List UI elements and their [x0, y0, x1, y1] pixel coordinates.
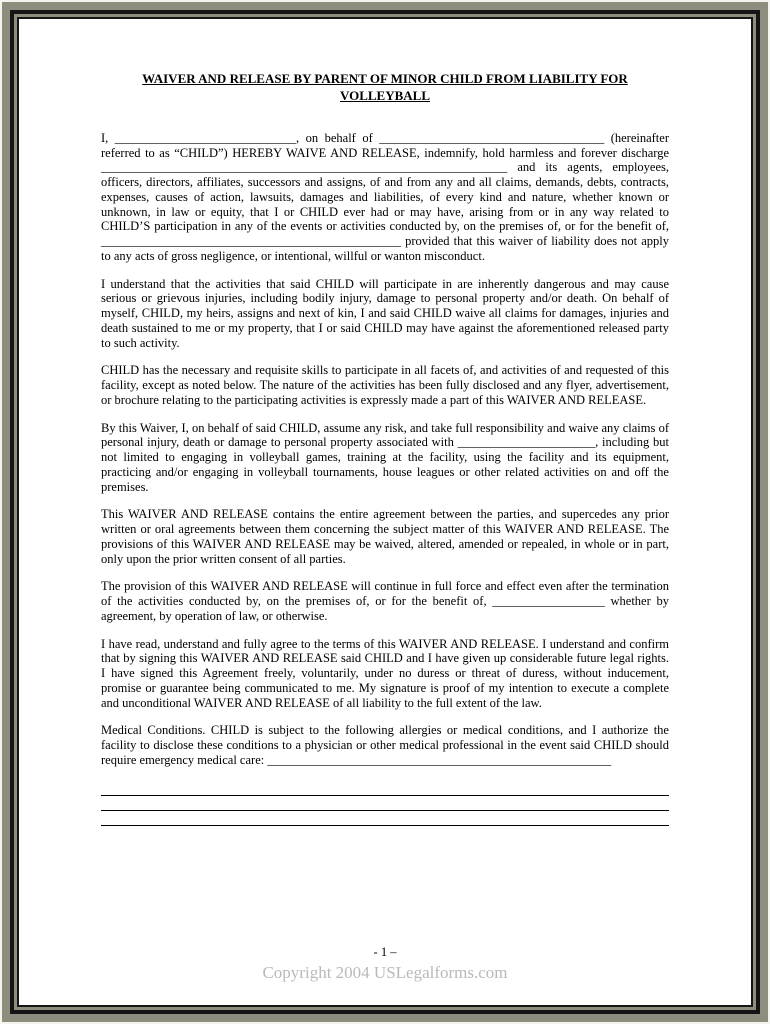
page-number: - 1 – [373, 945, 397, 959]
blank-fill-line [101, 781, 669, 796]
title-line-2: VOLLEYBALL [339, 87, 431, 103]
page-footer [19, 945, 751, 983]
outer-frame [10, 10, 760, 1014]
copyright-notice: Copyright 2004 USLegalforms.com [262, 963, 508, 982]
paragraph-child-skills: CHILD has the necessary and requisite skills to participate in all facets of, and activities of and requested of this facility, except as noted below. The nature of the activities has been fully disclosed and any flyer, advertisement, or brochure relating to the participating activities is expressly made a part of this WAIVER AND RELEASE. [101, 363, 669, 407]
document-title [101, 71, 669, 105]
document-page [19, 19, 751, 1005]
paragraph-continuation: The provision of this WAIVER AND RELEASE will continue in full force and effect even after the termination of the activities conducted by, on the premises of, or for the benefit of, __________________ whether by agreement, by operation of law, or otherwise. [101, 579, 669, 623]
medical-conditions-write-in-area [101, 781, 669, 826]
paragraph-waiver-and-release: I, _____________________________, on behalf of ____________________________________ (hereinafter referred to as “CHILD”) HEREBY WAIVE AND RELEASE, indemnify, hold harmless and forever discharge _________________________________________________________________ and its agents, employees, officers, directors, affiliates, successors and assigns, of and from any and all claims, demands, debts, contracts, expenses, causes of action, lawsuits, damages and liabilities, of every kind and nature, whether known or unknown, in law or equity, that I or CHILD ever had or may have, arising from or in any way related to CHILD’S participation in any of the events or activities conducted by, on the premises of, or for the benefit of, ________________________________________________ provided that this waiver of liability does not apply to any acts of gross negligence, or intentional, willful or wanton misconduct. [101, 130, 669, 263]
paragraph-entire-agreement: This WAIVER AND RELEASE contains the entire agreement between the parties, and supercedes any prior written or oral agreements between them concerning the subject matter of this WAIVER AND RELEASE. The provisions of this WAIVER AND RELEASE may be waived, altered, amended or repealed, in whole or in part, only upon the prior written consent of all parties. [101, 507, 669, 566]
inner-frame [17, 17, 753, 1007]
blank-fill-line [101, 796, 669, 811]
title-line-1: WAIVER AND RELEASE BY PARENT OF MINOR CHILD FROM LIABILITY FOR [142, 71, 628, 86]
paragraph-risk-acknowledgment: I understand that the activities that said CHILD will participate in are inherently dangerous and may cause serious or grievous injuries, including bodily injury, damage to personal property and/or death. On behalf of myself, CHILD, my heirs, assigns and next of kin, I and said CHILD waive all claims for damages, injuries and death sustained to me or my property, that I or said CHILD may have against the aforementioned released party to such activity. [101, 276, 669, 350]
paragraph-signature-intent: I have read, understand and fully agree to the terms of this WAIVER AND RELEASE. I understand and confirm that by signing this WAIVER AND RELEASE said CHILD and I have given up considerable future legal rights. I have signed this Agreement freely, voluntarily, under no duress or threat of duress, without inducement, promise or guarantee being communicated to me. My signature is proof of my intention to execute a complete and unconditional WAIVER AND RELEASE of all liability to the full extent of the law. [101, 636, 669, 710]
paragraph-assumption-of-risk: By this Waiver, I, on behalf of said CHILD, assume any risk, and take full responsibility and waive any claims of personal injury, death or damage to personal property associated with ______________________, including but not limited to engaging in volleyball games, training at the facility, using the facility and its equipment, practicing and/or engaging in volleyball tournaments, house leagues or other related activities on and off the premises. [101, 420, 669, 494]
blank-fill-line [101, 811, 669, 826]
paragraph-medical-conditions: Medical Conditions. CHILD is subject to the following allergies or medical conditions, and I authorize the facility to disclose these conditions to a physician or other medical professional in the event said CHILD should require emergency medical care: _______________________________________________________ [101, 723, 669, 767]
